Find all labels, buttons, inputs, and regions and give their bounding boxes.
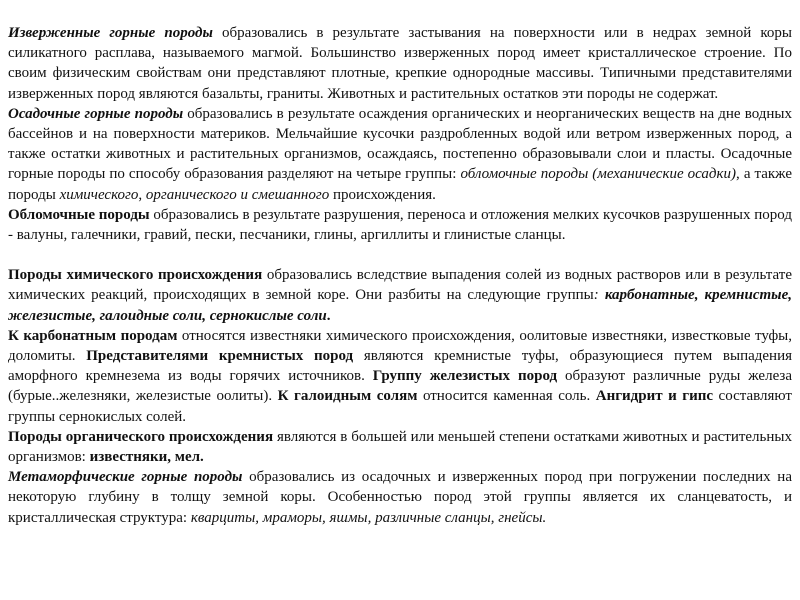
text-clastic: образовались в результате разрушения, переноса и отложения мелких кусочков разрушенных пород - валуны, галечники, гравий, пески, песчаники, глины, аргиллиты и глинистые сланцы. bbox=[8, 206, 792, 244]
groups-mechanical: обломочные породы (механические осадки) bbox=[460, 166, 737, 183]
text-carbonate-2: являются кремнистые туфы, образующиеся путем выпадения аморфного кремнезема из воды горячих источников. bbox=[8, 348, 792, 385]
text-chemical: образовались вследствие выпадения солей из водных растворов или в результате химических реакций, происходящих в земной коре. Они разбиты на следующие группы bbox=[8, 267, 792, 304]
text-sedimentary-and: и bbox=[236, 186, 252, 203]
group-mixed: смешанного bbox=[251, 186, 330, 203]
blank-line bbox=[8, 245, 792, 265]
text-carbonate-5: составляют группы сернокислых солей. bbox=[8, 388, 792, 425]
paragraph-sedimentary bbox=[8, 104, 792, 205]
text-sedimentary-comma: , bbox=[138, 186, 146, 203]
text-metamorphic: образовались из осадочных и изверженных пород при погружении последних на некоторую глубину в толщу земной коры. Особенностью пород этой группы является их сланцеватость, и кристаллическая структура: bbox=[8, 469, 792, 526]
term-sedimentary: Осадочные горные породы bbox=[8, 105, 184, 122]
paragraph-igneous bbox=[8, 23, 792, 104]
document-body bbox=[8, 23, 792, 528]
paragraph-chemical bbox=[8, 265, 792, 326]
term-clastic: Обломочные породы bbox=[8, 206, 150, 223]
text-sedimentary-2: , а также породы bbox=[8, 166, 793, 203]
term-anhydrite: Ангидрит и гипс bbox=[595, 388, 714, 405]
group-chemical: химического bbox=[59, 186, 139, 203]
group-organic: органического bbox=[145, 186, 237, 203]
term-metamorphic: Метаморфические горные породы bbox=[8, 469, 243, 486]
examples-organic: известняки, мел. bbox=[89, 449, 204, 466]
paragraph-organic bbox=[8, 427, 792, 467]
term-siliceous: Представителями кремнистых пород bbox=[86, 348, 354, 365]
term-iron: Группу железистых пород bbox=[372, 368, 558, 385]
text-igneous: образовались в результате застывания на поверхности или в недрах земной коры силикатного расплава, называемого магмой. Большинство изверженных пород имеет кристаллическое строение. По своим физическим свойствам они представляют плотные, крепкие однородные массивы. Типичными представителями изверженных пород являются базальты, граниты. Животных и растительных остатков эти породы не содержат. bbox=[8, 25, 792, 102]
text-sedimentary-3: происхождения. bbox=[329, 186, 436, 203]
paragraph-clastic bbox=[8, 205, 792, 245]
text-carbonate-4: относится каменная соль. bbox=[417, 388, 596, 405]
paragraph-metamorphic bbox=[8, 467, 792, 528]
text-sedimentary-1: образовались в результате осаждения органических и неорганических веществ на дне водных бассейнов и на поверхности материков. Мельчайшие кусочки раздробленных водой или ветром изверженных пород, а также остатки животных и растительных организмов, осаждаясь, постепенно образовывали слои и пласты. Осадочные горные породы по способу образования разделяют на четыре группы: bbox=[8, 105, 792, 183]
term-chemical: Породы химического происхождения bbox=[8, 267, 263, 284]
groups-chemical: карбонатные, кремнистые, железистые, галоидные соли, сернокислые соли bbox=[8, 287, 792, 324]
term-carbonate: К карбонатным породам bbox=[8, 327, 178, 344]
text-chemical-colon: : bbox=[593, 287, 605, 304]
text-carbonate-3: образуют различные руды железа (бурые..железняки, железистые оолиты). bbox=[8, 368, 792, 405]
text-chemical-dot: . bbox=[326, 307, 331, 324]
paragraph-carbonate bbox=[8, 326, 792, 427]
text-carbonate-1: относятся известняки химического происхождения, оолитовые известняки, известковые туфы, доломиты. bbox=[8, 327, 792, 365]
term-organic: Породы органического происхождения bbox=[8, 428, 274, 445]
examples-metamorphic: кварциты, мраморы, яшмы, различные сланцы, гнейсы. bbox=[190, 509, 547, 526]
text-organic: являются в большей или меньшей степени остатками животных и растительных организмов: bbox=[8, 428, 792, 466]
term-igneous: Изверженные горные породы bbox=[8, 25, 213, 41]
term-halide: К галоидным солям bbox=[277, 388, 418, 405]
